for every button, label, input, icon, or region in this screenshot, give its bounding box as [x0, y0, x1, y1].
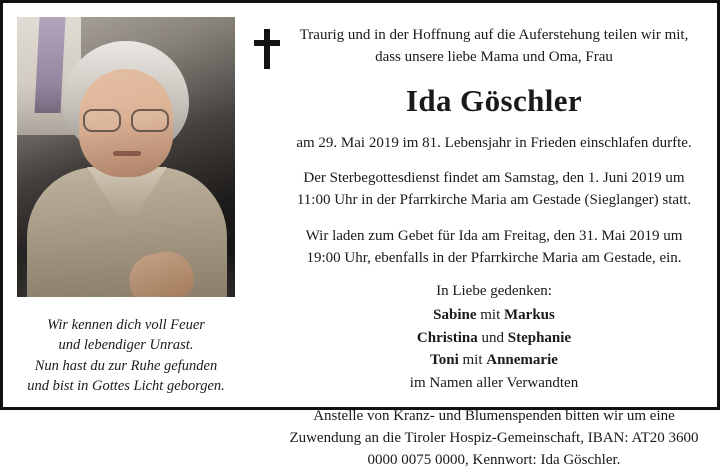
rosary-line: Wir laden zum Gebet für Ida am Freitag, den 31. Mai 2019 um 19:00 Uhr, ebenfalls in der Pfarrkirche Maria am Gestade, ein.	[305, 227, 683, 266]
verse-line-3: Nun hast du zur Ruhe gefunden	[34, 357, 218, 374]
mourner-row	[289, 327, 699, 350]
memorial-verse	[27, 315, 225, 397]
death-line: am 29. Mai 2019 im 81. Lebensjahr in Frieden einschlafen durfte.	[296, 134, 692, 151]
mourner-name-primary: Christina	[416, 329, 478, 346]
right-column	[289, 3, 717, 468]
verse-line-4: und bist in Gottes Licht geborgen.	[27, 378, 225, 395]
lead-text: Traurig und in der Hoffnung auf die Auferstehung teilen wir mit, dass unsere liebe Mama und Oma, Frau	[299, 27, 689, 65]
portrait-photo	[17, 17, 235, 297]
latin-cross-icon	[254, 29, 280, 69]
mourner-row	[289, 349, 699, 372]
mourner-name-secondary: Markus	[504, 307, 555, 324]
mourner-name-primary: Toni	[430, 352, 459, 369]
family-line: im Namen aller Verwandten	[409, 374, 579, 391]
verse-line-1: Wir kennen dich voll Feuer	[47, 316, 205, 333]
deceased-name: Ida Göschler	[405, 82, 583, 118]
cross-column	[245, 3, 289, 407]
mourner-conjunction: mit	[476, 307, 505, 324]
mourner-name-primary: Sabine	[433, 307, 477, 324]
mourner-name-secondary: Stephanie	[507, 329, 572, 346]
mourner-row	[289, 304, 699, 327]
left-column	[3, 3, 245, 407]
mourners-intro: In Liebe gedenken:	[436, 283, 552, 300]
service-line: Der Sterbegottesdienst findet am Samstag, den 1. Juni 2019 um 11:00 Uhr in der Pfarrkirche Maria am Gestade (Sieglanger) statt.	[296, 170, 692, 208]
donation-note: Anstelle von Kranz- und Blumenspenden bitten wir um eine Zuwendung an die Tiroler Hospiz-Gemeinschaft, IBAN: AT20 3600 0000 0075 0000, Kennwort: Ida Göschler.	[289, 408, 699, 468]
photo-vignette	[17, 17, 235, 297]
mourner-conjunction: mit	[458, 352, 487, 369]
verse-line-2: und lebendiger Unrast.	[58, 337, 194, 354]
mourner-conjunction: und	[477, 329, 508, 346]
mourner-name-secondary: Annemarie	[486, 352, 558, 369]
